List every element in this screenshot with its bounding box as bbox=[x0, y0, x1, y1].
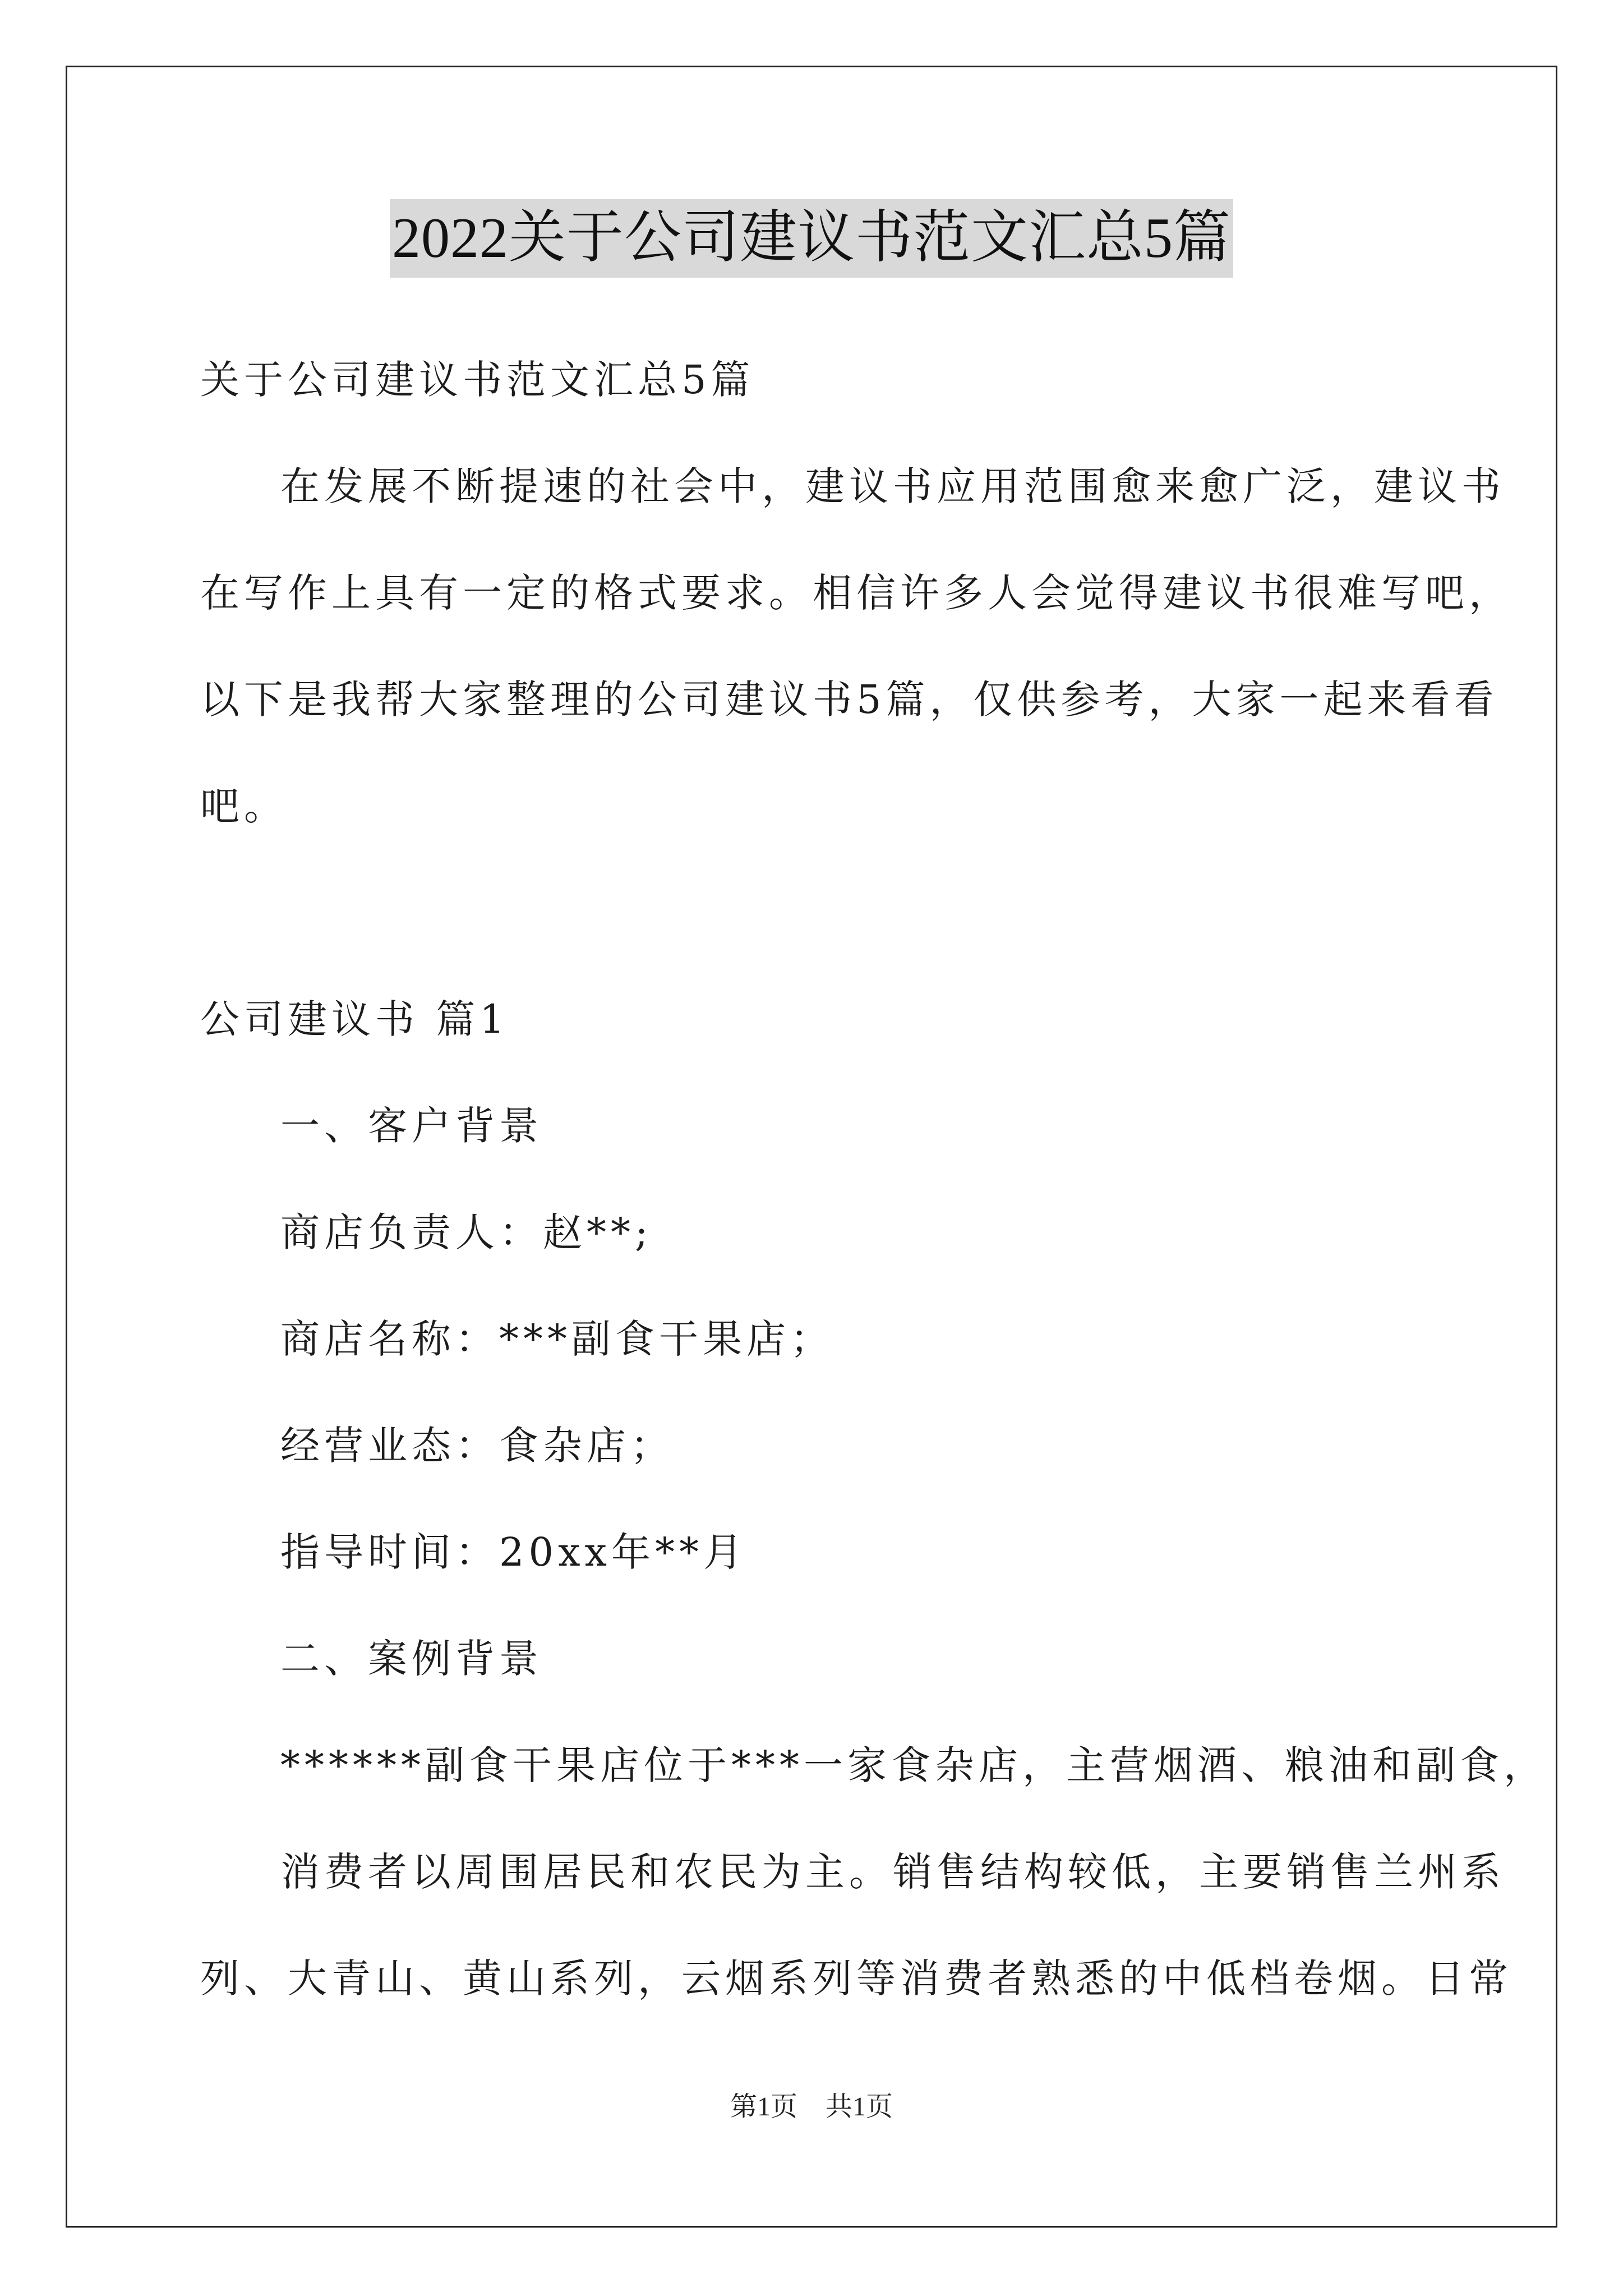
section-heading: 公司建议书 篇1 bbox=[200, 996, 509, 1042]
intro-line: 在写作上具有一定的格式要求。相信许多人会觉得建议书很难写吧， bbox=[200, 570, 1513, 616]
title-container bbox=[0, 199, 1623, 278]
document-title: 2022关于公司建议书范文汇总5篇 bbox=[390, 199, 1233, 278]
page-number: 第1页 bbox=[730, 2092, 797, 2122]
body-paragraph: 经营业态：食杂店； bbox=[280, 1423, 674, 1469]
body-paragraph: 列、大青山、黄山系列，云烟系列等消费者熟悉的中低档卷烟。日常 bbox=[200, 1955, 1513, 2001]
body-paragraph: 商店名称：***副食干果店； bbox=[280, 1316, 834, 1362]
body-paragraph: 指导时间：20xx年**月 bbox=[280, 1529, 748, 1575]
page-total: 共1页 bbox=[826, 2092, 893, 2122]
body-paragraph: 消费者以周围居民和农民为主。销售结构较低，主要销售兰州系 bbox=[280, 1849, 1505, 1895]
body-paragraph: ******副食干果店位于***一家食杂店，主营烟酒、粮油和副食， bbox=[280, 1742, 1547, 1788]
body-paragraph: 商店负责人：赵**; bbox=[280, 1209, 653, 1255]
intro-line: 吧。 bbox=[200, 783, 288, 829]
intro-line: 以下是我帮大家整理的公司建议书5篇，仅供参考，大家一起来看看 bbox=[200, 677, 1498, 723]
body-paragraph: 二、案例背景 bbox=[280, 1636, 543, 1682]
page-footer bbox=[0, 2090, 1623, 2124]
body-paragraph: 一、客户背景 bbox=[280, 1103, 543, 1149]
intro-line: 在发展不断提速的社会中，建议书应用范围愈来愈广泛，建议书 bbox=[280, 463, 1505, 509]
document-subtitle: 关于公司建议书范文汇总5篇 bbox=[200, 357, 755, 403]
